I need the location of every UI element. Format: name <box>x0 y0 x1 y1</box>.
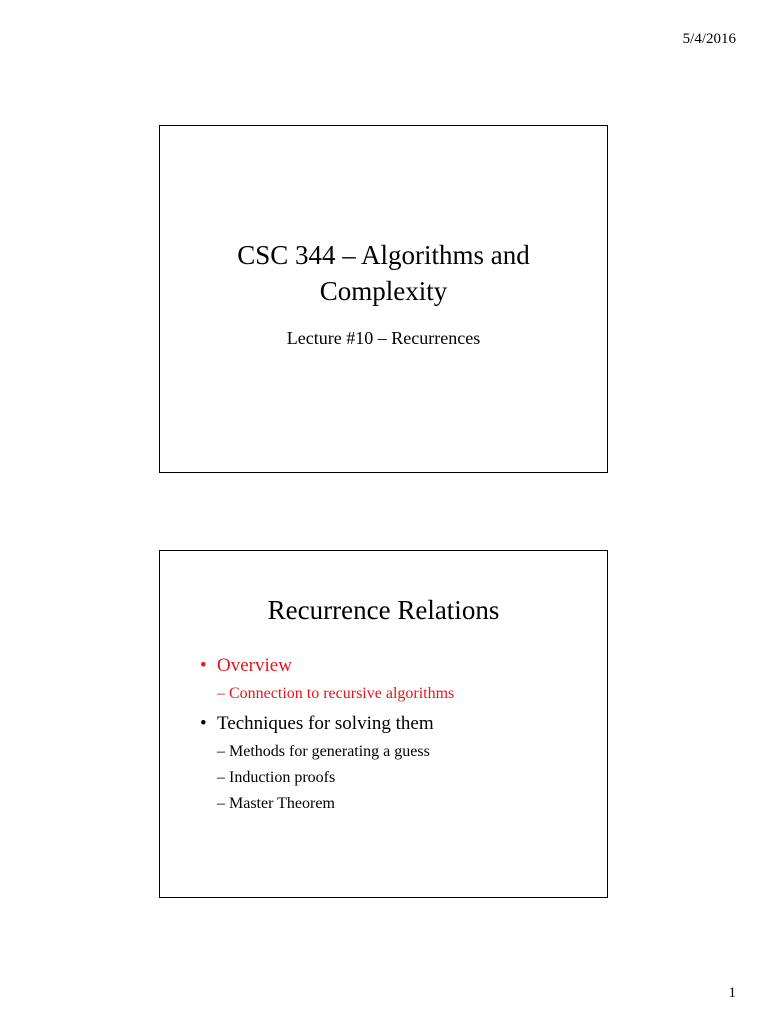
bullet-overview <box>200 654 587 678</box>
bullet-dot-icon: • <box>200 713 207 734</box>
bullet-dot-icon: • <box>200 655 207 676</box>
page-date: 5/4/2016 <box>682 31 736 47</box>
page-number: 1 <box>728 985 736 1001</box>
sub-list <box>200 739 587 817</box>
content-slide <box>159 550 608 898</box>
sub-item: – Master Theorem <box>217 795 335 812</box>
title-line-2: Complexity <box>319 276 448 306</box>
title-line-1: CSC 344 – Algorithms and <box>237 240 530 270</box>
list-item <box>200 654 587 707</box>
sub-item: – Methods for generating a guess <box>217 743 430 760</box>
bullet-text: Overview <box>217 655 292 676</box>
slide-heading: Recurrence Relations <box>267 595 500 625</box>
bullet-list <box>200 654 587 822</box>
slide-subtitle: Lecture #10 – Recurrences <box>286 328 481 348</box>
slide-title <box>160 237 607 309</box>
bullet-text: Techniques for solving them <box>217 713 434 734</box>
sub-list <box>200 681 587 707</box>
sub-item: – Induction proofs <box>217 769 336 786</box>
list-item <box>200 712 587 817</box>
sub-item: – Connection to recursive algorithms <box>217 685 455 702</box>
title-slide <box>159 125 608 473</box>
bullet-techniques <box>200 712 587 736</box>
